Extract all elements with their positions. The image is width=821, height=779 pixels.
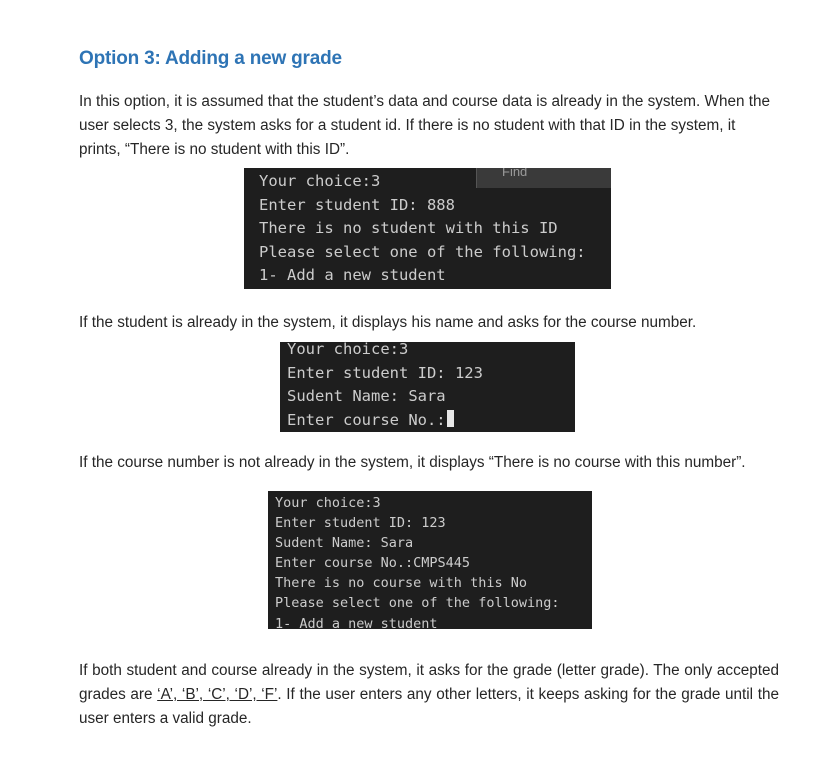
terminal-line: 1- Add a new student bbox=[259, 266, 446, 284]
terminal-line: There is no student with this ID bbox=[259, 219, 558, 237]
terminal-line: Sudent Name: Sara bbox=[275, 535, 414, 552]
terminal-line: Enter student ID: 123 bbox=[287, 363, 483, 382]
intro-paragraph: In this option, it is assumed that the student’s data and course data is already in the system. When the user selects 3, the system asks for a student id. If there is no student with that ID in the system, it prints, “There is no student with this ID”. bbox=[79, 93, 771, 158]
find-bar[interactable] bbox=[476, 168, 611, 188]
terminal-line: Your choice:3 bbox=[287, 342, 409, 358]
text-cursor bbox=[447, 410, 454, 427]
terminal-screenshot-no-course bbox=[268, 491, 592, 629]
grade-text-before: If both student and course already in the system, it asks for the grade (letter grade). The only accepted grades are bbox=[79, 662, 779, 703]
terminal-line: Please select one of the following: bbox=[275, 595, 560, 612]
terminal-line: 1- Add a new student bbox=[275, 614, 438, 629]
grade-paragraph bbox=[79, 659, 779, 731]
terminal-line: There is no course with this No bbox=[275, 575, 527, 592]
no-course-paragraph: If the course number is not already in the system, it displays “There is no course with this number”. bbox=[79, 454, 746, 471]
terminal-prompt: Enter course No.: bbox=[287, 410, 446, 429]
terminal-line: Enter student ID: 888 bbox=[259, 195, 455, 214]
terminal-line: Sudent Name: Sara bbox=[287, 387, 446, 405]
grade-text-after: . If the user enters any other letters, it keeps asking for the grade until the user enters a valid grade. bbox=[79, 686, 779, 727]
terminal-screenshot-student-found bbox=[280, 342, 575, 432]
section-heading: Option 3: Adding a new grade bbox=[79, 48, 342, 69]
accepted-grades: ‘A’, ‘B’, ‘C’, ‘D’, ‘F’ bbox=[157, 686, 278, 703]
terminal-line: Enter student ID: 123 bbox=[275, 515, 446, 532]
terminal-input-line[interactable] bbox=[287, 409, 575, 433]
student-exists-paragraph: If the student is already in the system, it displays his name and asks for the course number. bbox=[79, 314, 697, 331]
terminal-line: Please select one of the following: bbox=[259, 242, 586, 261]
terminal-line: Your choice:3 bbox=[259, 172, 381, 190]
terminal-line: Your choice:3 bbox=[275, 495, 381, 511]
terminal-screenshot-no-student bbox=[244, 168, 611, 289]
terminal-line: Enter course No.:CMPS445 bbox=[275, 555, 471, 572]
find-label: Find bbox=[502, 168, 528, 179]
